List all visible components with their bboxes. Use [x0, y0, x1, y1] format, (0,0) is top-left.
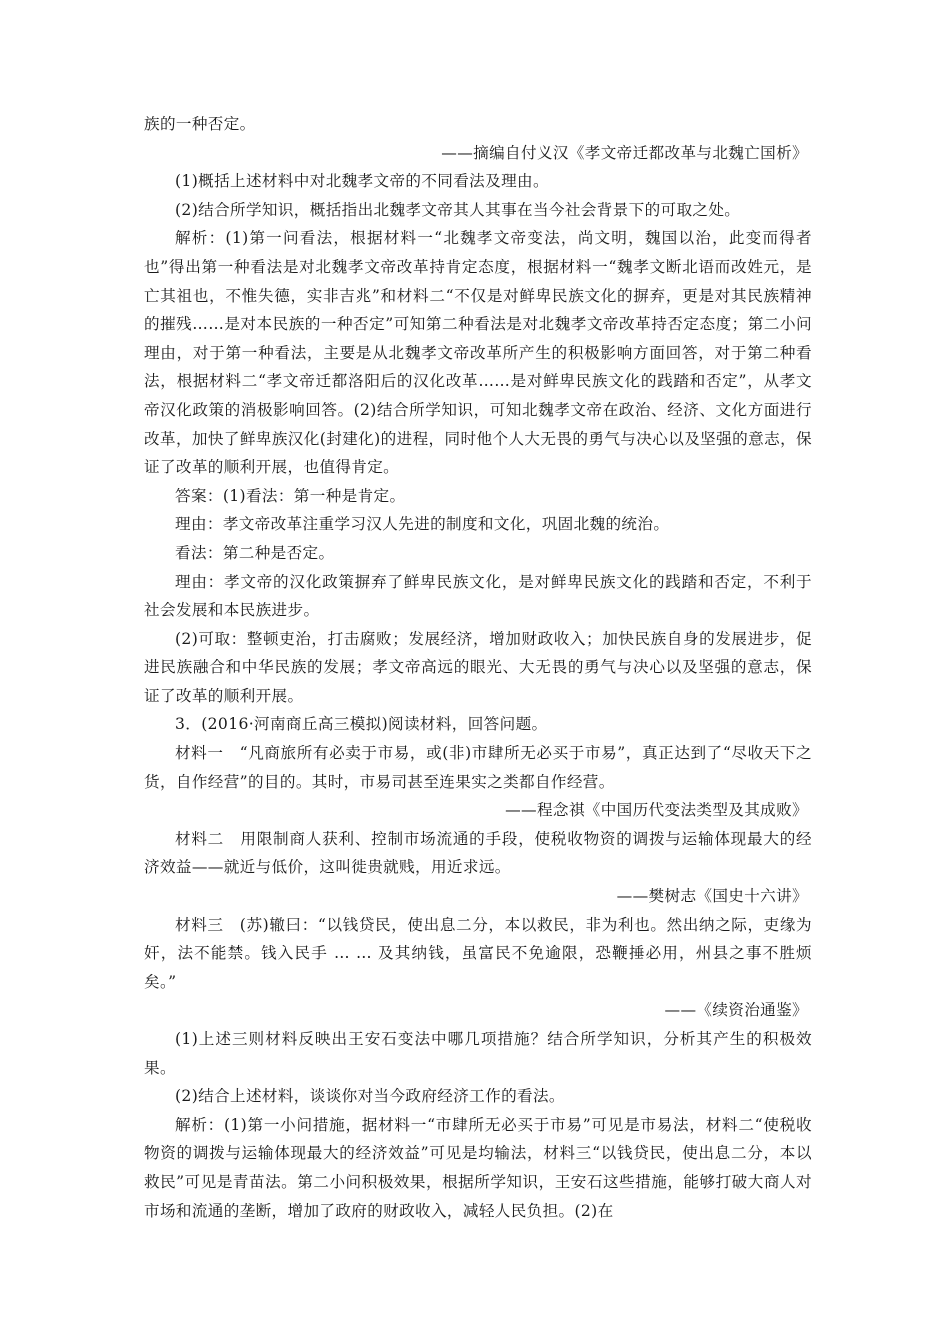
answer-part-2: (2)可取：整顿吏治，打击腐败；发展经济，增加财政收入；加快民族自身的发展进步，促进民族融合和中华民族的发展；孝文帝高远的眼光、大无畏的勇气与决心以及坚强的意志，保证了改革的顺利开展。 — [144, 629, 812, 705]
answer-reason: 理由：孝文帝的汉化政策摒弃了鲜卑民族文化，是对鲜卑民族文化的践踏和否定，不利于社会发展和本民族进步。 — [144, 572, 812, 620]
material-1: 材料一 “凡商旅所有必卖于市易，或(非)市肆所无必买于市易”，真正达到了“尽收天下之货，自作经营”的目的。其时，市易司甚至连果实之类都自作经营。 — [144, 744, 812, 791]
analysis-paragraph: 解析：(1)第一小问措施，据材料一“市肆所无必买于市易”可见是市易法，材料二“使税收物资的调拨与运输体现最大的经济效益”可见是均输法，材料三“以钱贷民，使出息二分，本以救民”可见是青苗法。第二小问积极效果，根据所学知识，王安石这些措施，能够打破大商人对市场和流通的垄断，增加了政府的财政收入，减轻人民负担。(2)在 — [144, 1115, 812, 1220]
question-2: (2)结合所学知识，概括指出北魏孝文帝其人其事在当今社会背景下的可取之处。 — [175, 200, 741, 219]
document-page — [144, 110, 812, 1225]
analysis-paragraph: 解析：(1)第一问看法，根据材料一“北魏孝文帝变法，尚文明，魏国以治，此变而得者也”得出第一种看法是对北魏孝文帝改革持肯定态度，根据材料一“魏孝文断北语而改姓元，是亡其祖也，不惟失德，实非吉兆”和材料二“不仅是对鲜卑民族文化的摒弃，更是对其民族精神的摧残……是对本民族的一种否定”可知第二种看法是对北魏孝文帝改革持否定态度；第二小问理由，对于第一种看法，主要是从北魏孝文帝改革所产生的积极影响方面回答，对于第二种看法，根据材料二“孝文帝迁都洛阳后的汉化改革……是对鲜卑民族文化的践踏和否定”，从孝文帝汉化政策的消极影响回答。(2)结合所学知识，可知北魏孝文帝在政治、经济、文化方面进行改革，加快了鲜卑族汉化(封建化)的进程，同时他个人大无畏的勇气与决心以及坚强的意志，保证了改革的顺利开展，也值得肯定。 — [144, 229, 812, 477]
answer-reason: 理由：孝文帝改革注重学习汉人先进的制度和文化，巩固北魏的统治。 — [175, 515, 670, 534]
source-citation: ——程念祺《中国历代变法类型及其成败》 — [505, 801, 808, 820]
question-3-heading: 3．(2016·河南商丘高三模拟)阅读材料，回答问题。 — [175, 715, 548, 734]
question-2: (2)结合上述材料，谈谈你对当今政府经济工作的看法。 — [175, 1087, 565, 1106]
question-1: (1)上述三则材料反映出王安石变法中哪几项措施？结合所学知识，分析其产生的积极效果。 — [144, 1030, 812, 1077]
source-citation: ——摘编自付义汉《孝文帝迁都改革与北魏亡国析》 — [441, 143, 808, 162]
paragraph: 族的一种否定。 — [144, 115, 256, 133]
material-2: 材料二 用限制商人获利、控制市场流通的手段，使税收物资的调拨与运输体现最大的经济效益——就近与低价，这叫徙贵就贱，用近求远。 — [144, 829, 812, 877]
question-1: (1)概括上述材料中对北魏孝文帝的不同看法及理由。 — [175, 172, 549, 191]
source-citation: ——樊树志《国史十六讲》 — [616, 887, 808, 906]
source-citation: ——《续资治通鉴》 — [664, 1001, 808, 1020]
answer-view: 看法：第二种是否定。 — [175, 543, 335, 562]
material-3: 材料三 (苏)辙曰：“以钱贷民，使出息二分，本以救民，非为利也。然出纳之际，吏缘为奸，法不能禁。钱入民手 … … 及其纳钱，虽富民不免逾限，恐鞭捶必用，州县之事不胜烦矣。” — [144, 915, 812, 991]
answer-paragraph: 答案：(1)看法：第一种是肯定。 — [175, 486, 406, 505]
